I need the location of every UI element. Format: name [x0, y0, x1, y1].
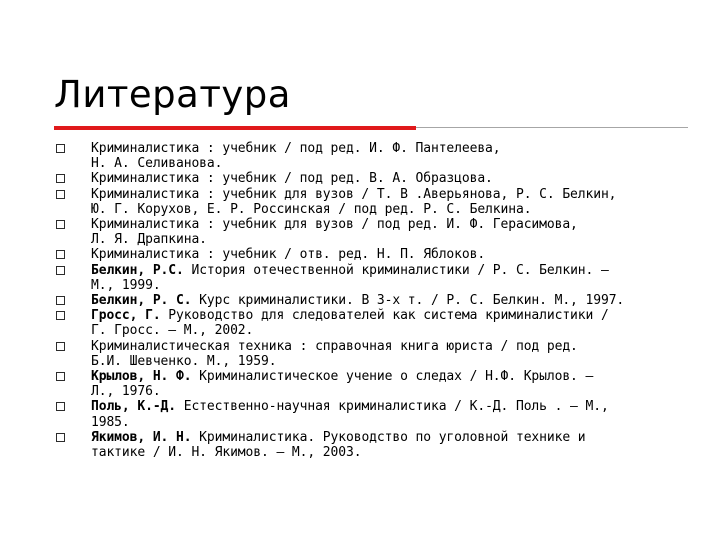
reference-item [54, 308, 684, 338]
hollow-square-icon [56, 266, 65, 275]
reference-item [54, 430, 684, 460]
reference-text [91, 339, 684, 369]
reference-text [91, 187, 684, 217]
reference-body: Курс криминалистики. В 3-х т. / Р. С. Белкин. М., 1997. [191, 293, 625, 309]
reference-author: Белкин, Р.С. [91, 262, 184, 278]
reference-body: Криминалистическая техника : справочная книга юриста / под ред. Б.И. Шевченко. М., 1959. [91, 338, 578, 369]
reference-text [91, 263, 684, 293]
reference-text [91, 369, 684, 399]
reference-item [54, 263, 684, 293]
reference-body: История отечественной криминалистики / Р. С. Белкин. – М., 1999. [91, 262, 609, 293]
reference-author: Поль, К.-Д. [91, 399, 176, 415]
reference-author: Белкин, Р. С. [91, 293, 192, 309]
reference-text [91, 293, 684, 308]
hollow-square-icon [56, 190, 65, 199]
reference-text [91, 308, 684, 338]
reference-item [54, 399, 684, 429]
reference-text [91, 171, 684, 186]
reference-body: Криминалистика : учебник / под ред. И. Ф. Пантелеева, Н. А. Селиванова. [91, 141, 501, 172]
hollow-square-icon [56, 402, 65, 411]
hollow-square-icon [56, 296, 65, 305]
reference-item [54, 141, 684, 171]
reference-list [54, 141, 684, 460]
hollow-square-icon [56, 433, 65, 442]
divider-line [416, 127, 688, 128]
reference-body: Руководство для следователей как система криминалистики / Г. Гросс. – М., 2002. [91, 308, 609, 339]
reference-body: Криминалистика : учебник / под ред. В. А. Образцова. [91, 171, 493, 187]
hollow-square-icon [56, 311, 65, 320]
reference-text [91, 217, 684, 247]
reference-item [54, 247, 684, 262]
reference-item [54, 171, 684, 186]
reference-item [54, 187, 684, 217]
reference-text [91, 141, 684, 171]
hollow-square-icon [56, 174, 65, 183]
reference-text [91, 399, 684, 429]
reference-item [54, 369, 684, 399]
hollow-square-icon [56, 250, 65, 259]
reference-item [54, 217, 684, 247]
reference-author: Крылов, Н. Ф. [91, 369, 192, 385]
hollow-square-icon [56, 342, 65, 351]
page-title: Литература [54, 73, 291, 116]
reference-body: Криминалистика : учебник для вузов / Т. В .Аверьянова, Р. С. Белкин, Ю. Г. Корухов, Е. Р. Россинская / под ред. Р. С. Белкина. [91, 186, 617, 217]
hollow-square-icon [56, 144, 65, 153]
reference-body: Криминалистика. Руководство по уголовной технике и тактике / И. Н. Якимов. – М., 2003. [91, 429, 586, 461]
reference-text [91, 430, 684, 460]
reference-body: Естественно-научная криминалистика / К.-Д. Поль . – М., 1985. [91, 399, 609, 430]
reference-item [54, 339, 684, 369]
reference-author: Якимов, И. Н. [91, 429, 192, 445]
reference-item [54, 293, 684, 308]
reference-body: Криминалистика : учебник / отв. ред. Н. П. Яблоков. [91, 247, 486, 263]
reference-body: Криминалистика : учебник для вузов / под ред. И. Ф. Герасимова, Л. Я. Драпкина. [91, 217, 578, 248]
title-divider [54, 126, 688, 130]
hollow-square-icon [56, 220, 65, 229]
reference-author: Гросс, Г. [91, 308, 161, 324]
reference-body: Криминалистическое учение о следах / Н.Ф. Крылов. – Л., 1976. [91, 369, 594, 400]
accent-rule [54, 126, 416, 130]
hollow-square-icon [56, 372, 65, 381]
reference-text [91, 247, 684, 262]
